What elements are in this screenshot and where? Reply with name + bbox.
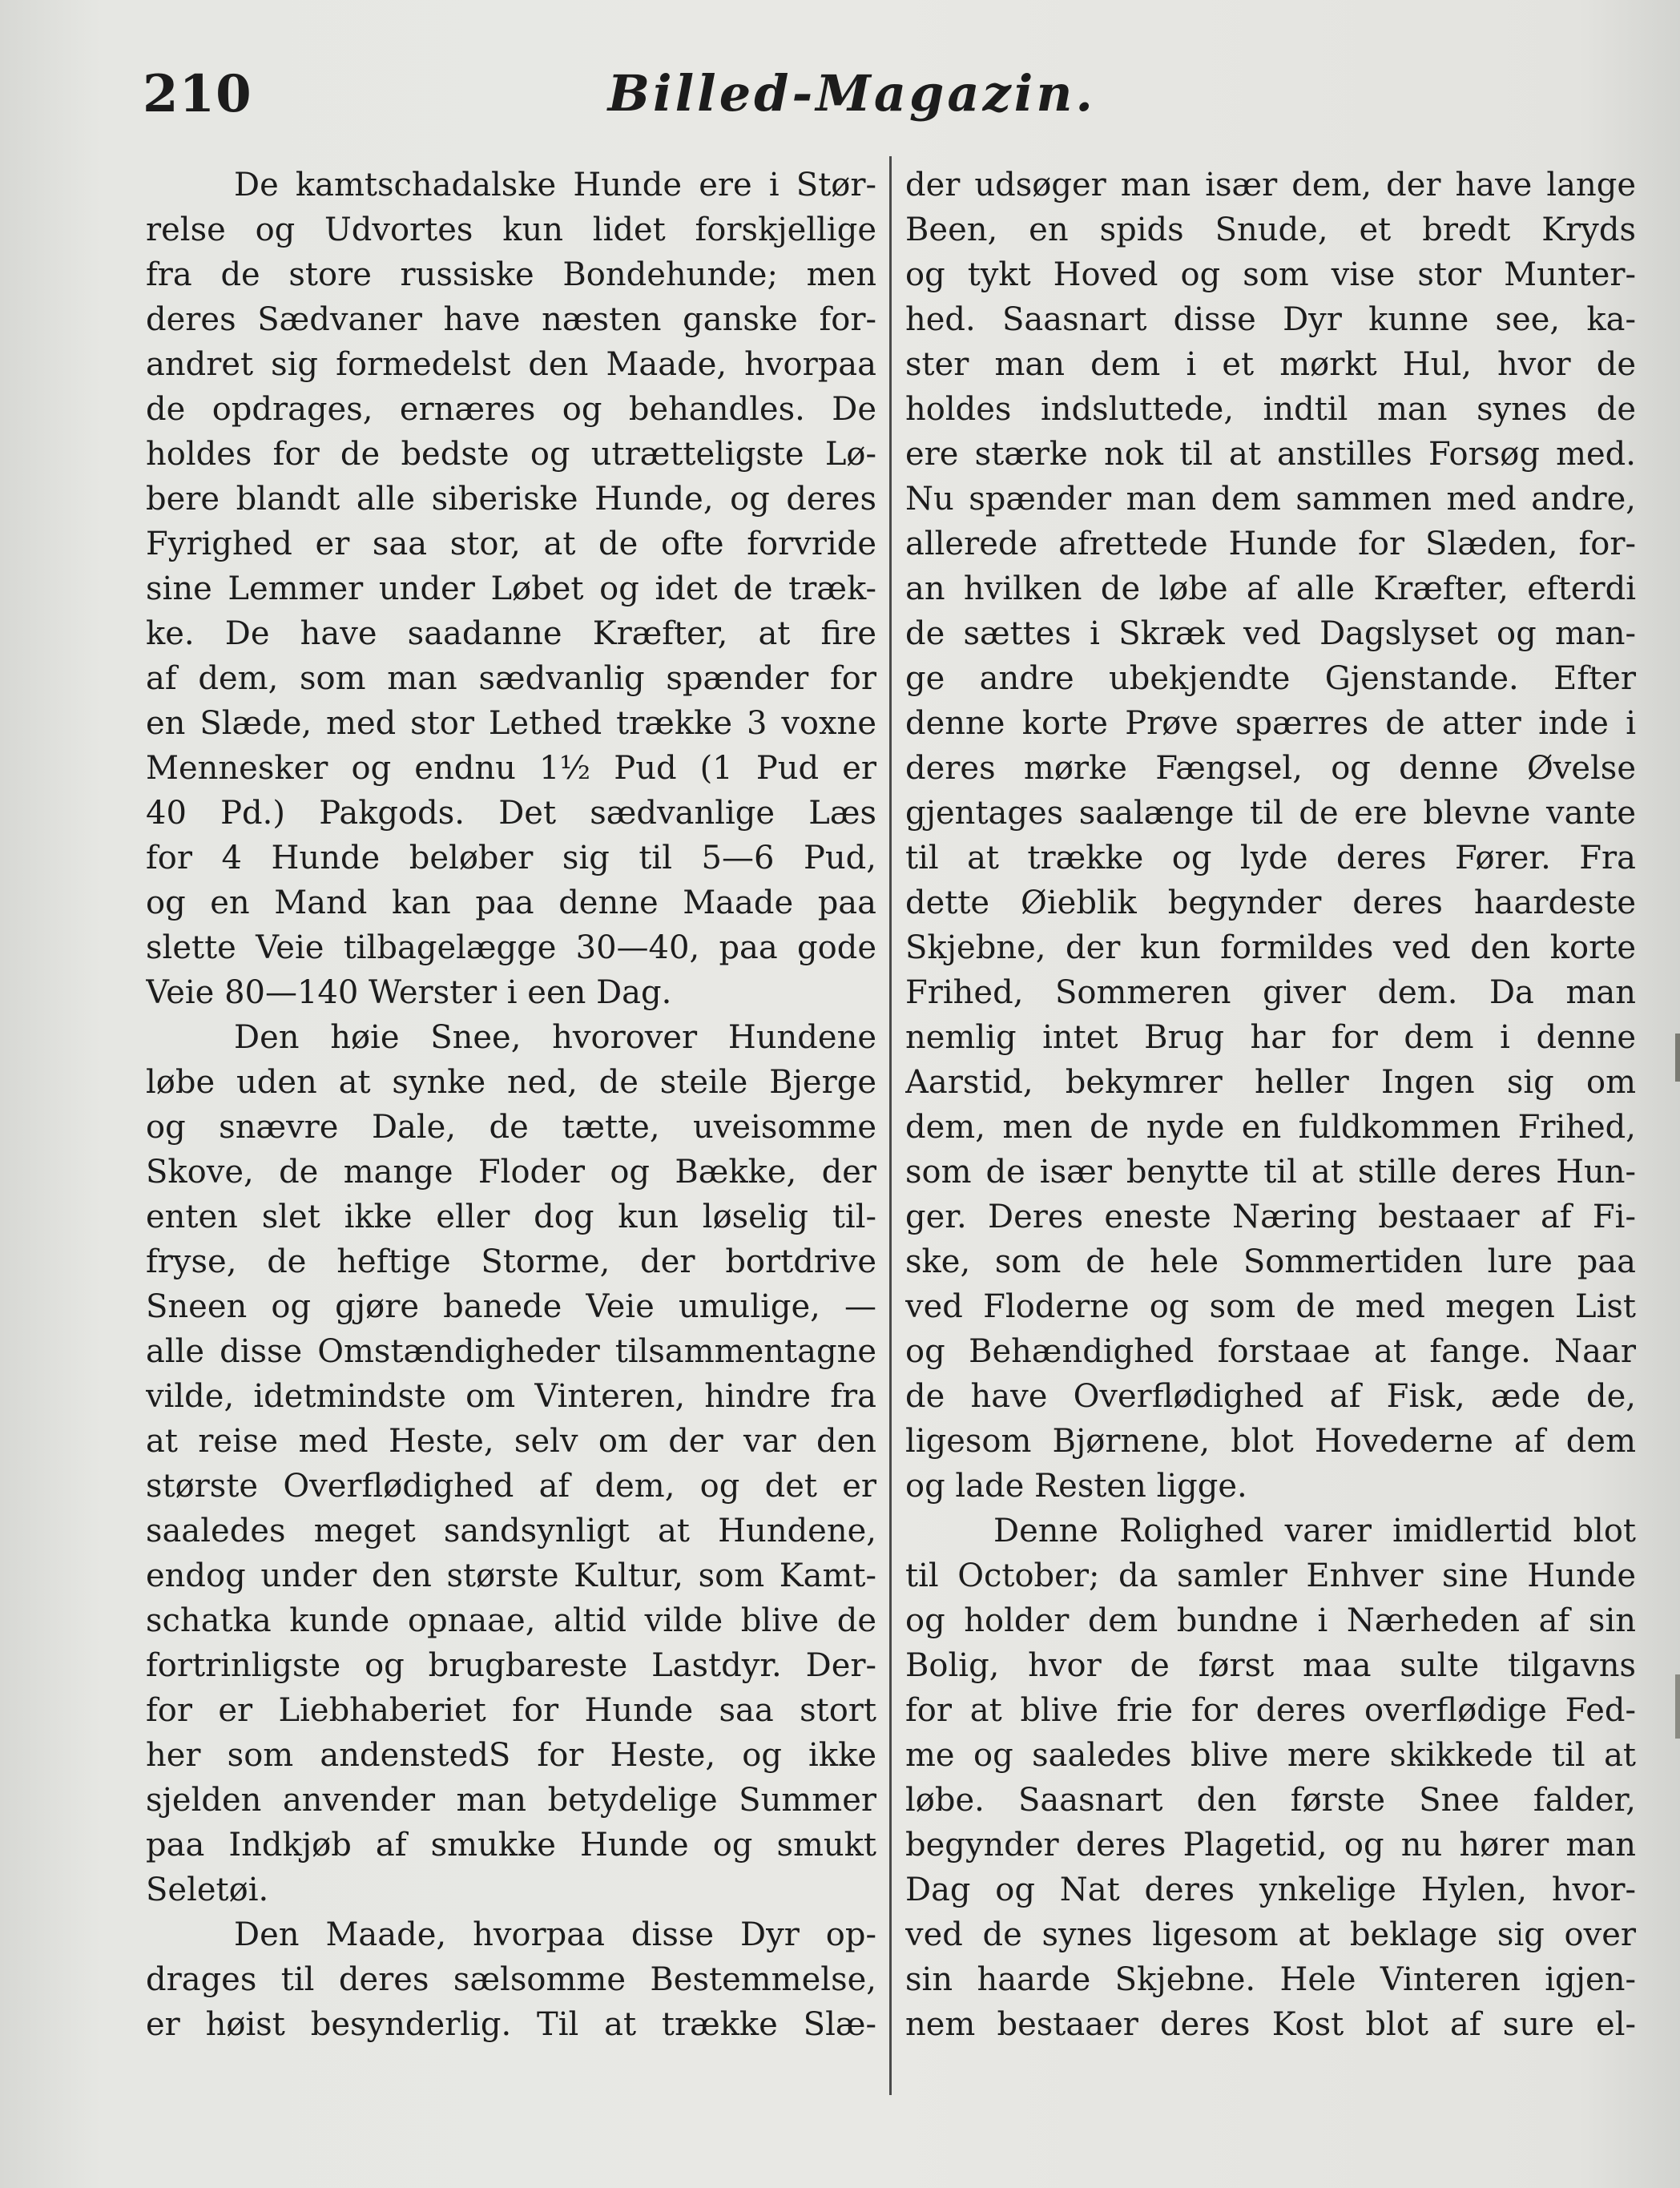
text-line: an hvilken de løbe af alle Kræfter, efterdi	[905, 570, 1636, 607]
text-line: Been, en spids Snude, et bredt Kryds	[905, 212, 1636, 248]
text-line: ved de synes ligesom at beklage sig over	[905, 1916, 1636, 1953]
text-line: som de især benytte til at stille deres Hun-	[905, 1154, 1636, 1191]
running-title: Billed-Magazin.	[607, 64, 1096, 123]
text-line: 40 Pd.) Pakgods. Det sædvanlige Læs	[146, 795, 876, 832]
text-line: og holder dem bundne i Nærheden af sin	[905, 1602, 1636, 1639]
text-line: til October; da samler Enhver sine Hunde	[905, 1557, 1636, 1594]
text-line: sjelden anvender man betydelige Summer	[146, 1782, 876, 1819]
text-line: schatka kunde opnaae, altid vilde blive de	[146, 1602, 876, 1639]
text-line: Denne Rolighed varer imidlertid blot	[993, 1513, 1636, 1549]
text-line: sine Lemmer under Løbet og idet de træk-	[146, 570, 876, 607]
text-line: af dem, som man sædvanlig spænder for	[146, 660, 876, 697]
text-line: Nu spænder man dem sammen med andre,	[905, 481, 1636, 518]
text-line: holdes for de bedste og utrætteligste Lø-	[146, 436, 876, 473]
page-edge-mark	[1675, 1674, 1680, 1739]
text-line: ge andre ubekjendte Gjenstande. Efter	[905, 660, 1636, 697]
text-line: gjentages saalænge til de ere blevne vante	[905, 795, 1636, 832]
text-line: de sættes i Skræk ved Dagslyset og man-	[905, 615, 1636, 652]
text-line: ster man dem i et mørkt Hul, hvor de	[905, 346, 1636, 383]
text-line: denne korte Prøve spærres de atter inde i	[905, 705, 1636, 742]
text-line: vilde, idetmindste om Vinteren, hindre fra	[146, 1378, 876, 1415]
text-line: Den Maade, hvorpaa disse Dyr op-	[234, 1916, 876, 1953]
text-line: allerede afrettede Hunde for Slæden, for-	[905, 526, 1636, 562]
text-line: drages til deres sælsomme Bestemmelse,	[146, 1961, 876, 1998]
left-text-column	[146, 163, 876, 2085]
text-line: fryse, de heftige Storme, der bortdrive	[146, 1243, 876, 1280]
text-line: de have Overflødighed af Fisk, æde de,	[905, 1378, 1636, 1415]
text-line: relse og Udvortes kun lidet forskjellige	[146, 212, 876, 248]
text-line: ligesom Bjørnene, blot Hovederne af dem	[905, 1423, 1636, 1460]
text-line: de opdrages, ernæres og behandles. De	[146, 391, 876, 428]
text-line: me og saaledes blive mere skikkede til at	[905, 1737, 1636, 1774]
text-line: ved Floderne og som de med megen List	[905, 1288, 1636, 1325]
text-line: til at trække og lyde deres Fører. Fra	[905, 840, 1636, 876]
page-edge-mark	[1675, 1034, 1680, 1082]
page-number: 210	[143, 64, 252, 124]
right-text-column	[905, 163, 1636, 2085]
text-line: Dag og Nat deres ynkelige Hylen, hvor-	[905, 1872, 1636, 1908]
text-line: en Slæde, med stor Lethed trække 3 voxne	[146, 705, 876, 742]
text-line: deres mørke Fængsel, og denne Øvelse	[905, 750, 1636, 787]
text-line: og snævre Dale, de tætte, uveisomme	[146, 1109, 876, 1146]
text-line: hed. Saasnart disse Dyr kunne see, ka-	[905, 301, 1636, 338]
text-line: og en Mand kan paa denne Maade paa	[146, 884, 876, 921]
text-line: Skove, de mange Floder og Bække, der	[146, 1154, 876, 1191]
text-line: ger. Deres eneste Næring bestaaer af Fi-	[905, 1199, 1636, 1235]
text-line: løbe. Saasnart den første Snee falder,	[905, 1782, 1636, 1819]
text-line: Aarstid, bekymrer heller Ingen sig om	[905, 1064, 1636, 1101]
text-line: dem, men de nyde en fuldkommen Frihed,	[905, 1109, 1636, 1146]
text-line: Fyrighed er saa stor, at de ofte forvride	[146, 526, 876, 562]
text-line: nemlig intet Brug har for dem i denne	[905, 1019, 1636, 1056]
text-line: fortrinligste og brugbareste Lastdyr. Der-	[146, 1647, 876, 1684]
text-line: løbe uden at synke ned, de steile Bjerge	[146, 1064, 876, 1101]
text-line: der udsøger man især dem, der have lange	[905, 167, 1636, 203]
text-line: og tykt Hoved og som vise stor Munter-	[905, 256, 1636, 293]
text-line: Mennesker og endnu 1½ Pud (1 Pud er	[146, 750, 876, 787]
text-line: De kamtschadalske Hunde ere i Stør-	[234, 167, 876, 203]
text-line: største Overflødighed af dem, og det er	[146, 1468, 876, 1505]
text-line: paa Indkjøb af smukke Hunde og smukt	[146, 1827, 876, 1864]
text-line: dette Øieblik begynder deres haardeste	[905, 884, 1636, 921]
column-divider	[889, 156, 892, 2095]
text-line: Veie 80—140 Werster i een Dag.	[146, 974, 672, 1011]
text-line: Seletøi.	[146, 1872, 269, 1908]
text-line: ke. De have saadanne Kræfter, at fire	[146, 615, 876, 652]
text-line: sin haarde Skjebne. Hele Vinteren igjen-	[905, 1961, 1636, 1998]
text-line: for er Liebhaberiet for Hunde saa stort	[146, 1692, 876, 1729]
text-line: andret sig formedelst den Maade, hvorpaa	[146, 346, 876, 383]
text-line: fra de store russiske Bondehunde; men	[146, 256, 876, 293]
text-line: Bolig, hvor de først maa sulte tilgavns	[905, 1647, 1636, 1684]
text-line: holdes indsluttede, indtil man synes de	[905, 391, 1636, 428]
text-line: enten slet ikke eller dog kun løselig til-	[146, 1199, 876, 1235]
text-line: er høist besynderlig. Til at trække Slæ-	[146, 2006, 876, 2043]
page-header	[143, 64, 1096, 136]
text-line: Skjebne, der kun formildes ved den korte	[905, 929, 1636, 966]
text-line: Frihed, Sommeren giver dem. Da man	[905, 974, 1636, 1011]
text-line: ske, som de hele Sommertiden lure paa	[905, 1243, 1636, 1280]
text-line: for 4 Hunde beløber sig til 5—6 Pud,	[146, 840, 876, 876]
text-line: bere blandt alle siberiske Hunde, og deres	[146, 481, 876, 518]
text-line: og lade Resten ligge.	[905, 1468, 1247, 1505]
text-line: slette Veie tilbagelægge 30—40, paa gode	[146, 929, 876, 966]
text-line: og Behændighed forstaae at fange. Naar	[905, 1333, 1636, 1370]
text-line: deres Sædvaner have næsten ganske for-	[146, 301, 876, 338]
text-line: endog under den største Kultur, som Kamt-	[146, 1557, 876, 1594]
text-line: saaledes meget sandsynligt at Hundene,	[146, 1513, 876, 1549]
text-line: ere stærke nok til at anstilles Forsøg med.	[905, 436, 1636, 473]
text-line: nem bestaaer deres Kost blot af sure el-	[905, 2006, 1636, 2043]
text-line: begynder deres Plagetid, og nu hører man	[905, 1827, 1636, 1864]
text-line: her som andenstedS for Heste, og ikke	[146, 1737, 876, 1774]
text-line: alle disse Omstændigheder tilsammentagne	[146, 1333, 876, 1370]
text-line: Den høie Snee, hvorover Hundene	[234, 1019, 876, 1056]
text-line: for at blive frie for deres overflødige Fed-	[905, 1692, 1636, 1729]
text-line: at reise med Heste, selv om der var den	[146, 1423, 876, 1460]
text-line: Sneen og gjøre banede Veie umulige, —	[146, 1288, 876, 1325]
